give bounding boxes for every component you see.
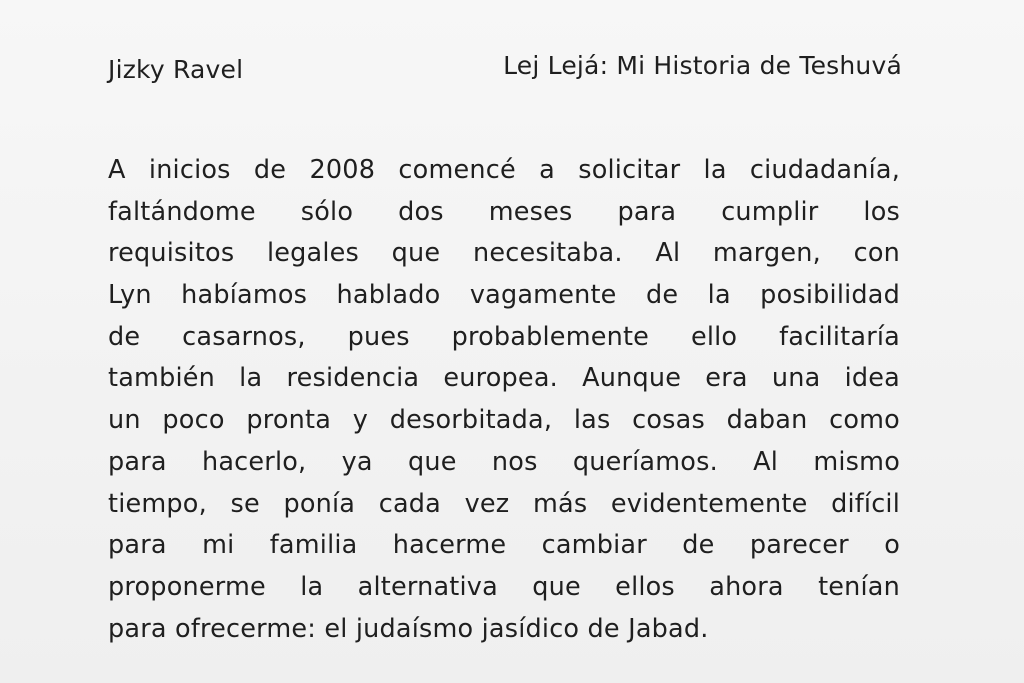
- text-line: Lyn habíamos hablado vagamente de la posibilidad: [108, 280, 900, 311]
- text-line: proponerme la alternativa que ellos ahora tenían: [108, 571, 900, 602]
- book-title: Lej Lejá: Mi Historia de Teshuvá: [503, 51, 902, 80]
- text-line: tiempo, se ponía cada vez más evidentemente difícil: [108, 488, 900, 519]
- body-paragraph: [108, 150, 900, 650]
- text-line: faltándome sólo dos meses para cumplir los: [108, 196, 900, 227]
- author-name: Jizky Ravel: [108, 55, 244, 84]
- text-line: también la residencia europea. Aunque era una idea: [108, 363, 900, 394]
- text-line: requisitos legales que necesitaba. Al margen, con: [108, 238, 900, 269]
- text-line: para ofrecerme: el judaísmo jasídico de Jabad.: [108, 613, 709, 644]
- text-line: de casarnos, pues probablemente ello facilitaría: [108, 321, 900, 352]
- running-header: [108, 50, 902, 90]
- text-line: un poco pronta y desorbitada, las cosas daban como: [108, 405, 900, 436]
- text-line: para hacerlo, ya que nos queríamos. Al mismo: [108, 446, 900, 477]
- text-line: A inicios de 2008 comencé a solicitar la ciudadanía,: [108, 155, 900, 185]
- text-line: para mi familia hacerme cambiar de parecer o: [108, 530, 900, 561]
